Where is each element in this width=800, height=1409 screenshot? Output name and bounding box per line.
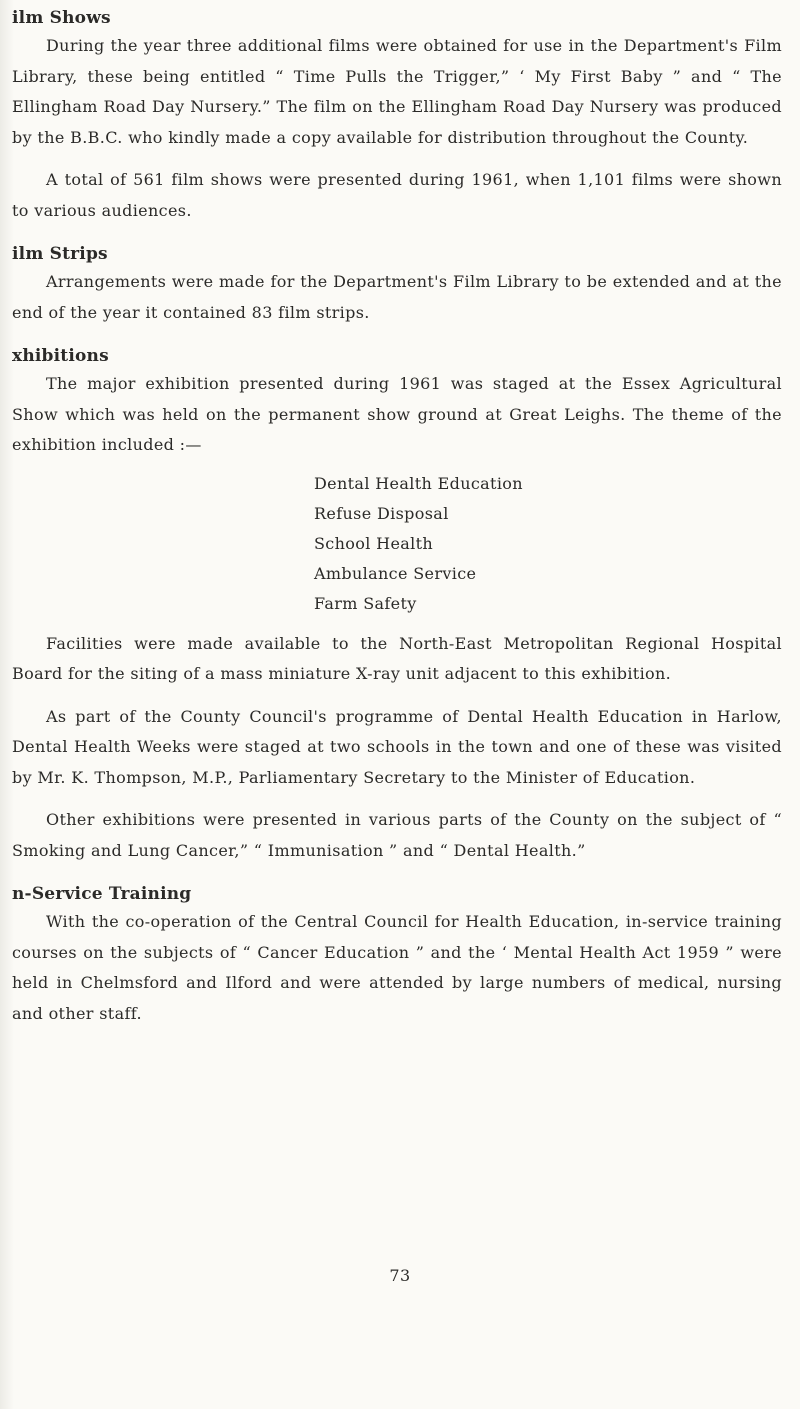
heading-film-strips: ilm Strips (12, 244, 108, 264)
list-item: Refuse Disposal (314, 503, 449, 523)
heading-in-service-training: n-Service Training (12, 884, 192, 904)
paragraph: With the co-operation of the Central Council for Health Education, in-service training courses on the subjects of “ Cancer Education ” and the ‘ Mental Health Act 1959 ” were held in Chelmsford and Ilford and were attended by large numbers of medical, nursing and other staff. (12, 912, 782, 1023)
paragraph: The major exhibition presented during 1961 was staged at the Essex Agricultural Show which was held on the permanent show ground at Great Leighs. The theme of the exhibition included :— (12, 374, 782, 454)
heading-exhibitions: xhibitions (12, 346, 109, 366)
paragraph: Arrangements were made for the Department's Film Library to be extended and at the end of the year it contained 83 film strips. (12, 272, 782, 322)
paragraph: A total of 561 film shows were presented during 1961, when 1,101 films were shown to various audiences. (12, 170, 782, 220)
list-item: Farm Safety (314, 593, 417, 613)
document-body (12, 8, 782, 1047)
paragraph: Other exhibitions were presented in various parts of the County on the subject of “ Smoking and Lung Cancer,” “ Immunisation ” and “ Dental Health.” (12, 810, 782, 860)
page-number: 73 (389, 1266, 411, 1285)
section-film-strips (12, 244, 782, 328)
list-item: School Health (314, 533, 434, 553)
exhibition-theme-list (12, 469, 782, 619)
paragraph: As part of the County Council's programme of Dental Health Education in Harlow, Dental Health Weeks were staged at two schools in the town and one of these was visited by Mr. K. Thompson, M.P., Parliamentary Secretary to the Minister of Education. (12, 706, 782, 787)
heading-film-shows: ilm Shows (12, 8, 111, 28)
list-item: Ambulance Service (314, 563, 477, 583)
section-in-service-training (12, 884, 782, 1029)
list-item: Dental Health Education (314, 473, 523, 493)
section-film-shows (12, 8, 782, 226)
section-exhibitions (12, 346, 782, 866)
paragraph: During the year three additional films were obtained for use in the Department's Film Library, these being entitled “ Time Pulls the Trigger,” ‘ My First Baby ” and “ The Ellingham Road Day Nursery.” The film on the Ellingham Road Day Nursery was produced by the B.B.C. who kindly made a copy available for distribution throughout the County. (12, 36, 782, 147)
paragraph: Facilities were made available to the North-East Metropolitan Regional Hospital Board for the siting of a mass miniature X-ray unit adjacent to this exhibition. (12, 633, 782, 683)
